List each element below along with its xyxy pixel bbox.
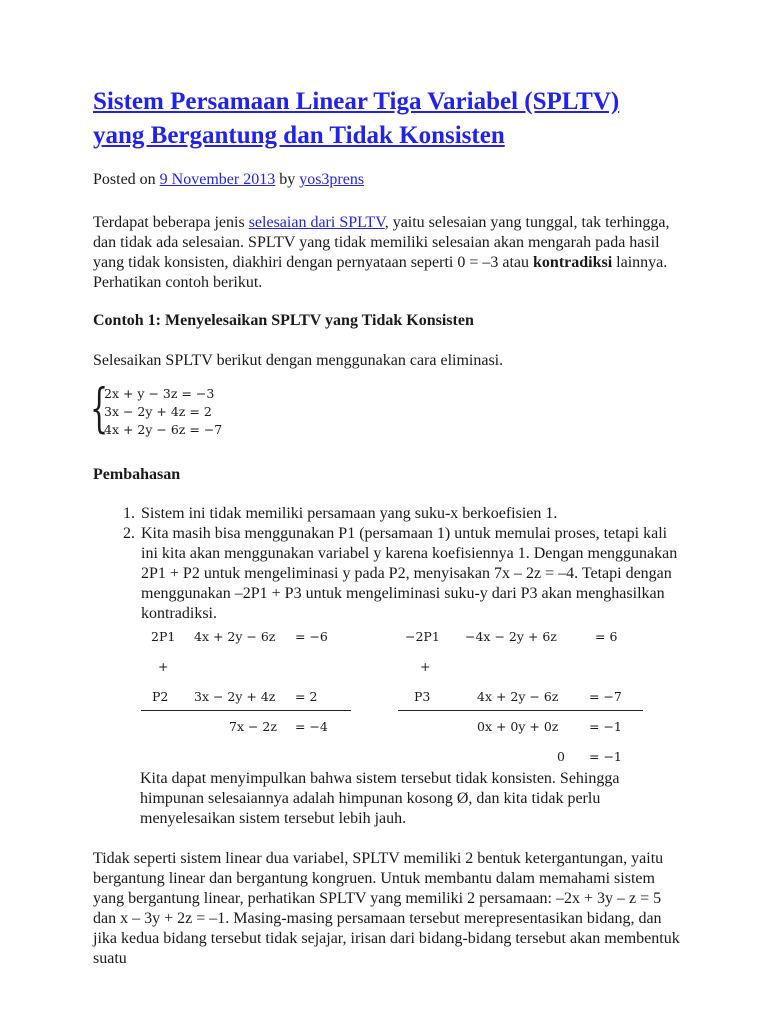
article [90,85,683,969]
system-equation-3: 4x + 2y − 6z = −7 [104,422,223,437]
left-row2-label: P2 [152,689,169,704]
right-row2-label: P3 [414,689,431,704]
title-line-1: Sistem Persamaan Linear Tiga Variabel (SPLTV) [93,88,620,115]
right-row2-rhs: = −7 [589,689,622,704]
solution-steps [93,504,683,624]
example-heading: Contoh 1: Menyelesaikan SPLTV yang Tidak Konsisten [93,312,474,329]
system-equation-2: 3x − 2y + 4z = 2 [104,404,212,419]
intro-text-3: lainnya. Perhatikan contoh berikut. [93,254,668,291]
intro-bold-term: kontradiksi [533,254,613,271]
solution-step-2-text: Kita masih bisa menggunakan P1 (persamaan 1) untuk memulai proses, tetapi kali ini kita akan menggunakan variabel y karena koefisiennya 1. Dengan menggunakan 2P1 + P2 untuk mengeliminasi y pada P2, menyisakan 7x – 2z = –4. Tetapi dengan menggunakan –2P1 + P3 untuk mengeliminasi suku-y dari P3 akan menghasilkan kontradiksi. [141,525,678,622]
example-instruction: Selesaikan SPLTV berikut dengan menggunakan cara eliminasi. [93,352,504,369]
intro-text-1: Terdapat beberapa jenis [93,214,249,231]
right-result-rhs: = −1 [589,719,622,734]
left-result-eq: 7x − 2z [229,719,277,734]
right-final-eq: 0 [557,749,565,764]
elimination-work [123,624,683,769]
title-link[interactable] [93,88,619,149]
intro-paragraph [93,213,683,293]
page-title [93,85,683,153]
system-equation-1: 2x + y − 3z = −3 [104,386,215,401]
posted-by: by [275,171,300,188]
right-result-eq: 0x + 0y + 0z [477,719,559,734]
conclusion-paragraph: Kita dapat menyimpulkan bahwa sistem tersebut tidak konsisten. Sehingga himpunan selesaiannya adalah himpunan kosong Ø, dan kita tidak perlu menyelesaikan sistem tersebut lebih jauh. [140,770,620,827]
spltv-solutions-link[interactable]: selesaian dari SPLTV [248,214,385,231]
solution-step-2 [139,524,683,624]
left-row1-eq: 4x + 2y − 6z [194,629,276,644]
left-row2-eq: 3x − 2y + 4z [194,689,276,704]
brace-symbol: { [90,379,109,439]
right-sum-line [398,710,643,711]
post-meta [93,170,683,190]
right-row1-rhs: = 6 [595,629,618,644]
equation-system [90,379,293,441]
right-plus: + [420,659,431,674]
solution-heading: Pembahasan [93,466,181,483]
right-row2-eq: 4x + 2y − 6z [477,689,559,704]
left-row1-rhs: = −6 [295,629,328,644]
posted-prefix: Posted on [93,171,160,188]
left-row2-rhs: = 2 [295,689,318,704]
right-row1-label: −2P1 [405,629,440,644]
left-sum-line [141,710,351,711]
author-link[interactable]: yos3prens [299,171,365,188]
title-line-2: yang Bergantung dan Tidak Konsisten [93,122,505,149]
left-row1-label: 2P1 [151,629,176,644]
left-result-rhs: = −4 [295,719,328,734]
solution-step-1: 1. Sistem ini tidak memiliki persamaan yang suku-x berkoefisien 1. [139,504,683,524]
right-final-rhs: = −1 [589,749,622,764]
intro-text-2: , yaitu selesaian yang tunggal, tak terhingga, dan tidak ada selesaian. SPLTV yang tidak memiliki selesaian akan mengarah pada hasil yang tidak konsisten, diakhiri dengan pernyataan seperti 0 = –3 atau [93,214,670,271]
left-plus: + [158,659,169,674]
post-date-link[interactable]: 9 November 2013 [159,171,276,188]
closing-paragraph: Tidak seperti sistem linear dua variabel, SPLTV memiliki 2 bentuk ketergantungan, yaitu bergantung linear dan bergantung kongruen. Untuk membantu dalam memahami sistem yang bergantung linear, perhatikan SPLTV yang memiliki 2 persamaan: –2x + 3y – z = 5 dan x – 3y + 2z = –1. Masing-masing persamaan tersebut merepresentasikan bidang, dan jika kedua bidang tersebut tidak sejajar, irisan dari bidang-bidang tersebut akan membentuk suatu [93,850,680,967]
right-row1-eq: −4x − 2y + 6z [465,629,557,644]
